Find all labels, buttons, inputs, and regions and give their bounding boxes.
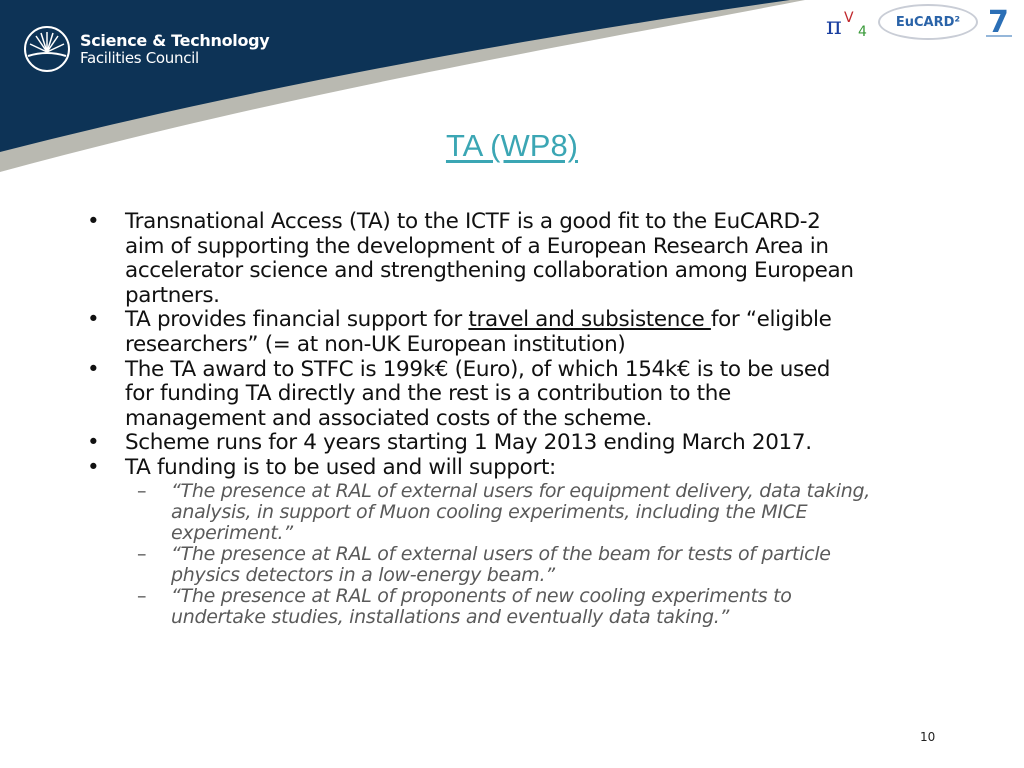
travel-link[interactable]: travel and subsistence (468, 307, 711, 333)
sub-bullet-item (137, 481, 987, 544)
stfc-sunburst-icon (22, 24, 72, 74)
bullet-item (87, 358, 987, 432)
dash-marker: – (137, 479, 147, 502)
text: for “eligible (710, 307, 832, 333)
bullet-item (87, 210, 987, 308)
bullet-marker: • (87, 430, 100, 456)
org-name-line2: Facilities Council (80, 48, 199, 67)
stfc-logo (22, 24, 269, 74)
bullet-line: partners. (125, 282, 220, 308)
bullet-line: for funding TA directly and the rest is a contribution to the (125, 381, 731, 407)
bullet-line: management and associated costs of the scheme. (125, 405, 653, 431)
sub-bullet-line: analysis, in support of Muon cooling experiments, including the MICE (171, 500, 808, 523)
bullet-marker: • (87, 209, 100, 234)
sub-bullet-line: undertake studies, installations and eventually data taking.” (171, 605, 730, 628)
bullet-line: researchers” (= at non-UK European institution) (125, 331, 626, 357)
fp7-logo-icon (984, 4, 1014, 40)
bullet-item (87, 308, 987, 357)
bullet-line: accelerator science and strengthening collaboration among European (125, 258, 854, 284)
bullet-item (87, 456, 987, 481)
bullet-line: TA funding is to be used and will support: (125, 454, 556, 480)
sub-bullet-line: “The presence at RAL of proponents of new cooling experiments to (171, 584, 792, 607)
svg-text:V: V (844, 10, 854, 26)
sub-bullet-item (137, 586, 987, 628)
bullet-line: The TA award to STFC is 199k€ (Euro), of which 154k€ is to be used (125, 356, 831, 382)
bullet-line: aim of supporting the development of a European Research Area in (125, 233, 829, 259)
sub-bullet-item (137, 544, 987, 586)
bullet-marker: • (87, 307, 100, 333)
dash-marker: – (137, 584, 147, 607)
org-name-line1: Science & Technology (80, 30, 270, 50)
bullet-item (87, 431, 987, 456)
partner-logos (826, 4, 1014, 40)
sub-bullet-line: “The presence at RAL of external users for equipment delivery, data taking, (171, 479, 870, 502)
bullet-line: Scheme runs for 4 years starting 1 May 2013 ending March 2017. (125, 430, 812, 456)
text: TA provides financial support for (125, 307, 469, 333)
dash-marker: – (137, 542, 147, 565)
slide-title: TA (WP8) (445, 128, 579, 163)
bullet-marker: • (87, 356, 100, 382)
svg-text:7: 7 (988, 5, 1009, 40)
page-number: 10 (920, 730, 936, 744)
sub-bullet-line: experiment.” (171, 521, 293, 544)
bullet-line: Transnational Access (TA) to the ICTF is a good fit to the EuCARD-2 (125, 209, 821, 234)
sub-bullet-line: “The presence at RAL of external users of the beam for tests of particle (171, 542, 831, 565)
svg-text:π: π (826, 12, 842, 38)
bullet-marker: • (87, 454, 100, 480)
svg-text:4: 4 (858, 24, 867, 38)
bullet-line (125, 308, 832, 333)
slide-body (87, 210, 987, 628)
eucard-logo: EuCARD² (878, 4, 978, 40)
pi-logo-icon (826, 6, 872, 38)
sub-bullet-line: physics detectors in a low-energy beam.” (171, 563, 555, 586)
